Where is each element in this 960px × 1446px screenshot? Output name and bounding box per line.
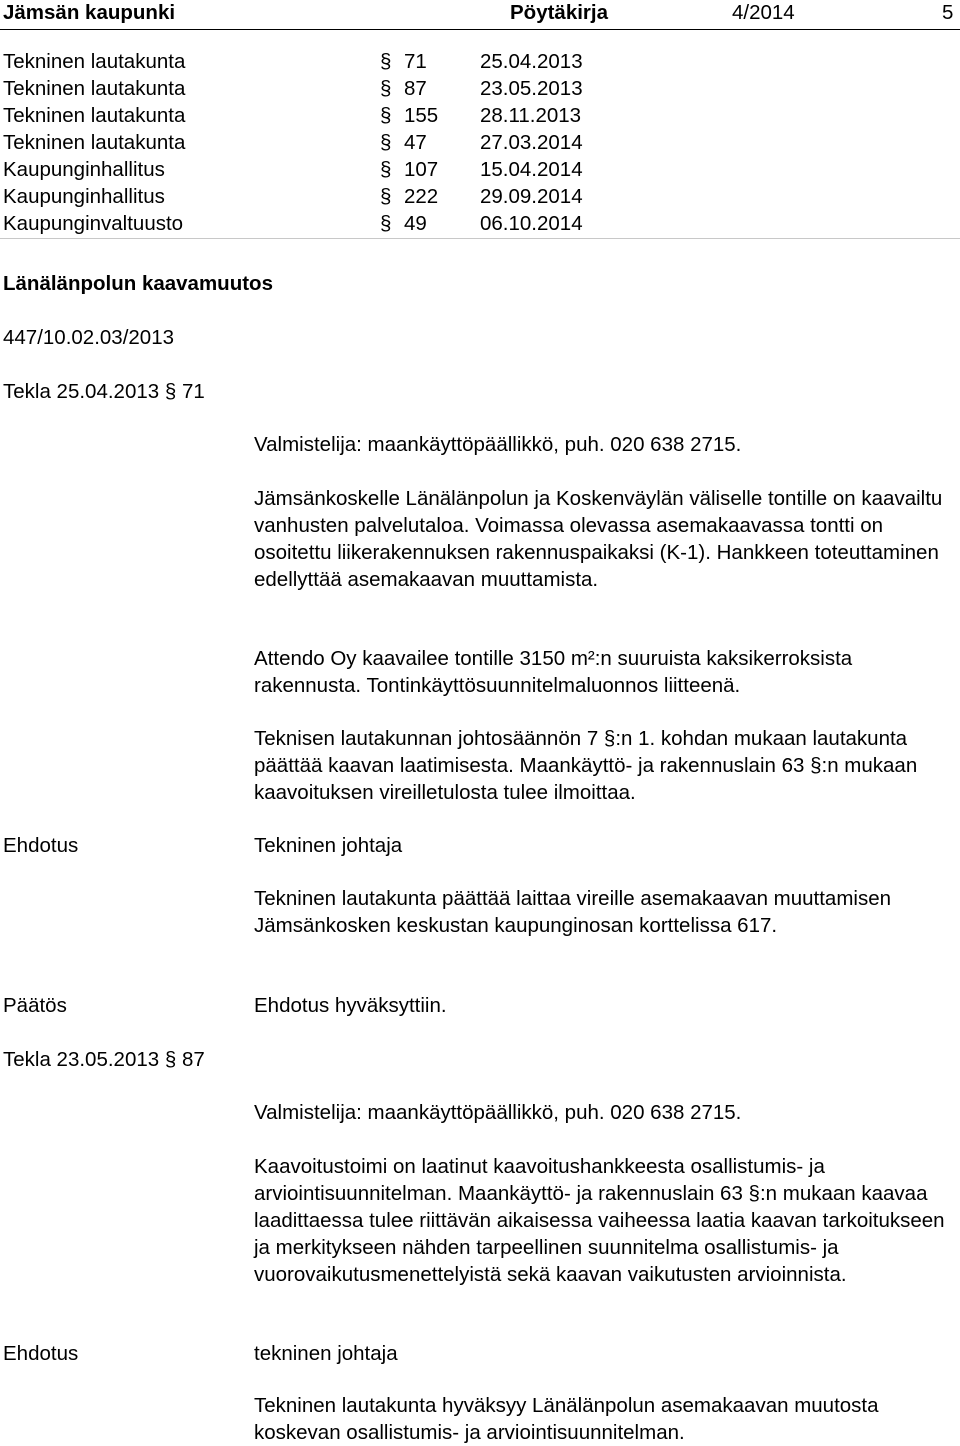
paragraph: Attendo Oy kaavailee tontille 3150 m²:n suuruista kaksikerroksista rakennusta. Tontinkäyttösuunnitelmaluonnos liitteenä. xyxy=(254,647,853,697)
paragraph: Teknisen lautakunnan johtosäännön 7 §:n 1. kohdan mukaan lautakunta päättää kaavan laatimisesta. Maankäyttö- ja rakennuslain 63 §:n mukaan kaavoituksen vireilletulosta tulee ilmoittaa. xyxy=(254,727,918,804)
section-sign: § xyxy=(380,50,392,73)
page-number: 5 xyxy=(942,1,954,24)
reference-row xyxy=(0,212,960,239)
reference-row xyxy=(0,50,960,77)
reference-number: 222 xyxy=(404,185,439,208)
section-sign: § xyxy=(380,77,392,100)
proposal-label: Ehdotus xyxy=(3,1342,79,1365)
reference-body: Kaupunginvaltuusto xyxy=(3,212,184,235)
section-sign: § xyxy=(380,185,392,208)
reference-number: 87 xyxy=(404,77,427,100)
proposal-by: tekninen johtaja xyxy=(254,1342,398,1365)
reference-number: 71 xyxy=(404,50,427,73)
divider xyxy=(0,238,960,239)
decision-text: Ehdotus hyväksyttiin. xyxy=(254,994,447,1017)
reference-number: 107 xyxy=(404,158,439,181)
reference-list xyxy=(0,50,960,239)
preparer-line: Valmistelija: maankäyttöpäällikkö, puh. 020 638 2715. xyxy=(254,1101,742,1124)
reference-body: Tekninen lautakunta xyxy=(3,104,186,127)
reference-row xyxy=(0,77,960,104)
reference-date: 25.04.2013 xyxy=(480,50,583,73)
preparer-line: Valmistelija: maankäyttöpäällikkö, puh. 020 638 2715. xyxy=(254,433,742,456)
reference-date: 06.10.2014 xyxy=(480,212,583,235)
proposal-text: Tekninen lautakunta päättää laittaa vireille asemakaavan muuttamisen Jämsänkosken keskustan kaupunginosan korttelissa 617. xyxy=(254,887,892,937)
reference-row xyxy=(0,104,960,131)
meeting-heading: Tekla 23.05.2013 § 87 xyxy=(3,1048,205,1071)
proposal-by: Tekninen johtaja xyxy=(254,834,403,857)
reference-number: 155 xyxy=(404,104,439,127)
reference-body: Tekninen lautakunta xyxy=(3,131,186,154)
proposal-label: Ehdotus xyxy=(3,834,79,857)
document-title: Länälänpolun kaavamuutos xyxy=(3,272,273,295)
section-sign: § xyxy=(380,212,392,235)
document-number: 4/2014 xyxy=(732,1,795,24)
document-type: Pöytäkirja xyxy=(510,1,608,24)
page-header xyxy=(0,0,960,30)
paragraph: Kaavoitustoimi on laatinut kaavoitushankkeesta osallistumis- ja arviointisuunnitelman. Maankäyttö- ja rakennuslain 63 §:n mukaan kaavaa laadittaessa tulee riittävän aikaisessa vaiheessa laatia kaavan tarkoitukseen ja merkitykseen nähden tarpeellinen suunnitelma osallistumis- ja vuorovaikutusmenettelyistä sekä kaavan vaikutusten arvioinnista. xyxy=(254,1155,945,1286)
reference-body: Tekninen lautakunta xyxy=(3,50,186,73)
section-sign: § xyxy=(380,104,392,127)
decision-label: Päätös xyxy=(3,994,67,1017)
proposal-text: Tekninen lautakunta hyväksyy Länälänpolun asemakaavan muutosta koskevan osallistumis- ja arviointisuunnitelman. xyxy=(254,1394,879,1444)
reference-row xyxy=(0,158,960,185)
reference-date: 23.05.2013 xyxy=(480,77,583,100)
reference-date: 28.11.2013 xyxy=(480,104,582,127)
reference-date: 29.09.2014 xyxy=(480,185,583,208)
reference-row xyxy=(0,185,960,212)
section-sign: § xyxy=(380,131,392,154)
reference-body: Kaupunginhallitus xyxy=(3,185,165,208)
meeting-heading: Tekla 25.04.2013 § 71 xyxy=(3,380,205,403)
reference-body: Tekninen lautakunta xyxy=(3,77,186,100)
reference-number: 49 xyxy=(404,212,427,235)
reference-number: 47 xyxy=(404,131,427,154)
organization-name: Jämsän kaupunki xyxy=(3,1,176,24)
reference-date: 27.03.2014 xyxy=(480,131,583,154)
paragraph: Jämsänkoskelle Länälänpolun ja Koskenväylän väliselle tontille on kaavailtu vanhusten palvelutaloa. Voimassa olevassa asemakaavassa tontti on osoitettu liikerakennuksen rakennuspaikaksi (K-1). Hankkeen toteuttaminen edellyttää asemakaavan muuttamista. xyxy=(254,487,943,591)
section-sign: § xyxy=(380,158,392,181)
reference-date: 15.04.2014 xyxy=(480,158,583,181)
reference-body: Kaupunginhallitus xyxy=(3,158,165,181)
reference-row xyxy=(0,131,960,158)
case-number: 447/10.02.03/2013 xyxy=(3,326,174,349)
